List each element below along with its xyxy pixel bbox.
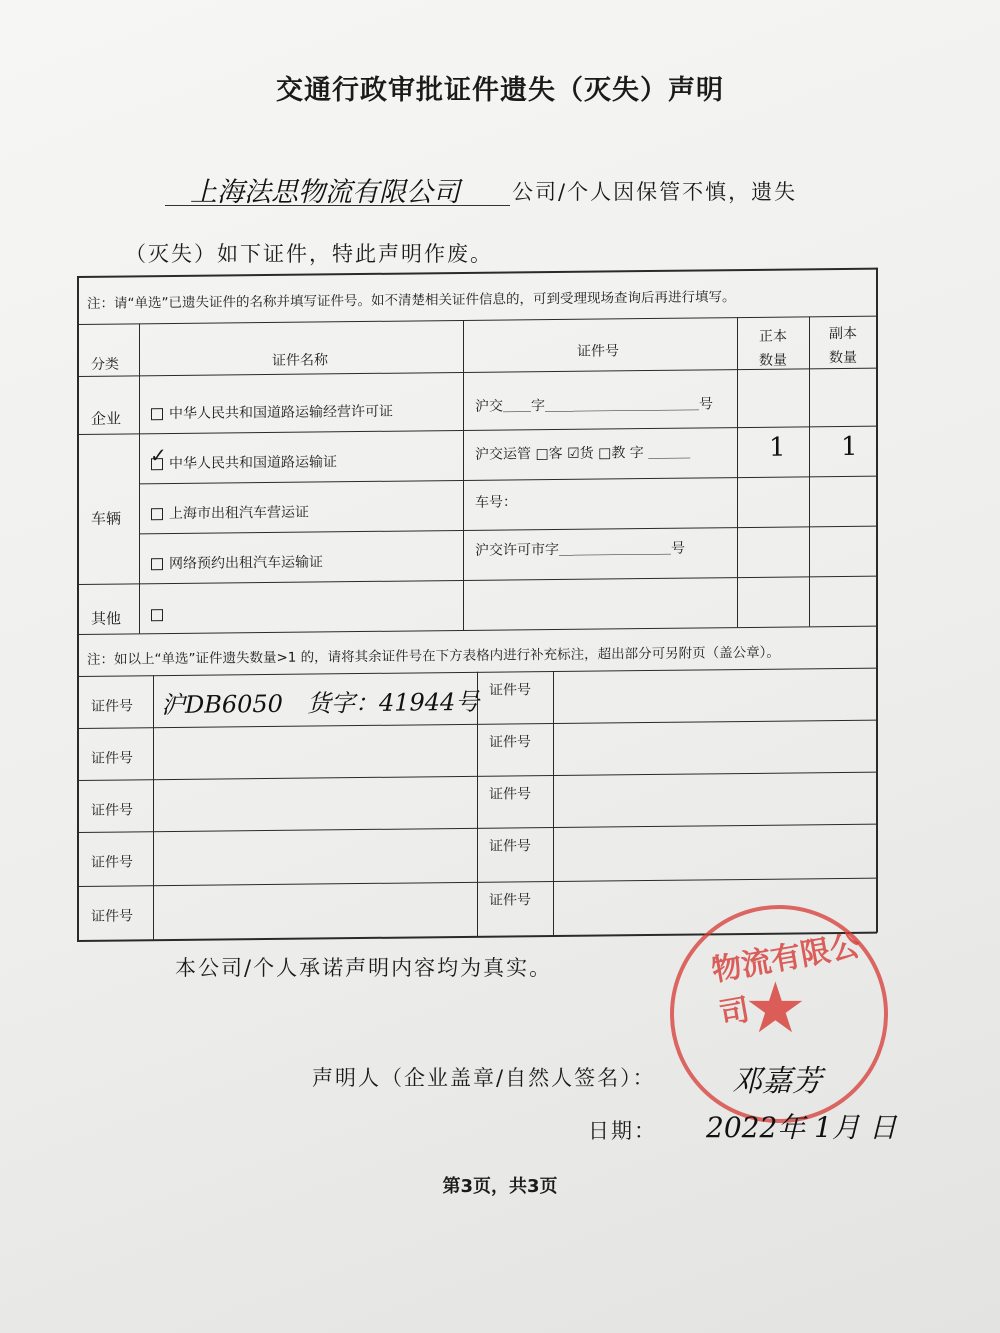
enterprise-cert-no: 沪交＿＿字＿＿＿＿＿＿＿＿＿＿＿号: [475, 396, 713, 415]
supplement-label-1: 证件号: [91, 698, 133, 715]
checkbox-vehicle-cert1-checked[interactable]: [150, 443, 167, 470]
table-note-2: 注：如以上“单选”证件遗失数量>1 的，请将其余证件号在下方表格内进行补充标注，超出部分可另附页（盖公章）。: [87, 644, 780, 668]
vehicle-cert3-name: 网络预约出租汽车运输证: [169, 554, 323, 573]
checkbox-other[interactable]: [151, 609, 163, 621]
company-name-underline: [165, 205, 510, 206]
header-cert-no: 证件号: [577, 343, 619, 360]
stamp-text: 物流有限公司: [709, 928, 863, 1033]
supplement-label-6: 证件号: [489, 786, 531, 803]
row-label-enterprise: 企业: [91, 409, 122, 428]
vehicle-cert1-original-count: 1: [769, 432, 786, 463]
lost-certificate-form: [77, 268, 877, 941]
supplement-label-8: 证件号: [489, 838, 531, 855]
table-note-1: 注：请“单选”已遗失证件的名称并填写证件号。如不清楚相关证件信息的，可到受理现场查询后再进行填写。: [87, 289, 736, 312]
vehicle-cert1-no: 沪交运管 □客 ☑货 □教 字 ＿＿＿: [475, 444, 691, 463]
row-vehicle-cert1: [150, 443, 337, 473]
row-enterprise-cert: [151, 401, 393, 424]
supplement-label-5: 证件号: [91, 802, 133, 819]
vehicle-cert2-name: 上海市出租汽车营运证: [169, 504, 309, 523]
star-icon: ★: [744, 967, 807, 1049]
date-handwritten: 2022年 1月 日: [706, 1111, 897, 1144]
check-mark-icon: ✓: [150, 443, 167, 468]
row-label-other: 其他: [91, 609, 122, 628]
checkbox-vehicle-cert3[interactable]: [151, 558, 163, 570]
vehicle-cert2-no: 车号：: [475, 494, 517, 511]
supplement-label-3: 证件号: [91, 750, 133, 767]
header-cert-name: 证件名称: [272, 352, 328, 369]
supplement-label-7: 证件号: [91, 854, 133, 871]
vehicle-cert1-copy-count: 1: [841, 431, 858, 462]
header-category: 分类: [91, 356, 119, 373]
supplement-label-4: 证件号: [489, 734, 531, 751]
header-original-count: 正本数量: [759, 328, 787, 369]
row-vehicle-cert3: [151, 551, 323, 573]
declaration-line1: 公司/个人因保管不慎，遗失: [512, 180, 798, 204]
supplement-label-9: 证件号: [91, 908, 133, 925]
row-vehicle-cert2: [151, 502, 309, 524]
vehicle-cert1-name: 中华人民共和国道路运输证: [169, 454, 337, 473]
supplement-label-2: 证件号: [489, 682, 531, 699]
enterprise-cert-name: 中华人民共和国道路运输经营许可证: [169, 403, 393, 423]
supplement-label-10: 证件号: [489, 892, 531, 909]
promise-statement: 本公司/个人承诺声明内容均为真实。: [175, 956, 553, 980]
document-title: 交通行政审批证件遗失（灭失）声明: [276, 75, 724, 106]
declaration-line2: （灭失）如下证件，特此声明作废。: [125, 242, 493, 266]
date-label: 日期：: [588, 1119, 657, 1143]
row-label-vehicle: 车辆: [91, 509, 122, 528]
page-footer: 第3页，共3页: [442, 1176, 558, 1197]
header-copy-count: 副本数量: [829, 325, 857, 367]
vehicle-cert3-no: 沪交许可市字＿＿＿＿＿＿＿＿号: [475, 540, 685, 559]
row-other: [151, 607, 169, 623]
checkbox-vehicle-cert2[interactable]: [151, 508, 163, 520]
checkbox-enterprise[interactable]: [151, 408, 163, 420]
company-name-handwritten: 上海法思物流有限公司: [190, 177, 460, 208]
declarant-label: 声明人（企业盖章/自然人签名）：: [312, 1066, 656, 1090]
supplement-value-1-handwritten: 沪DB6050 货字：41944号: [161, 687, 480, 720]
declarant-signature-handwritten: 邓嘉芳: [732, 1064, 822, 1099]
